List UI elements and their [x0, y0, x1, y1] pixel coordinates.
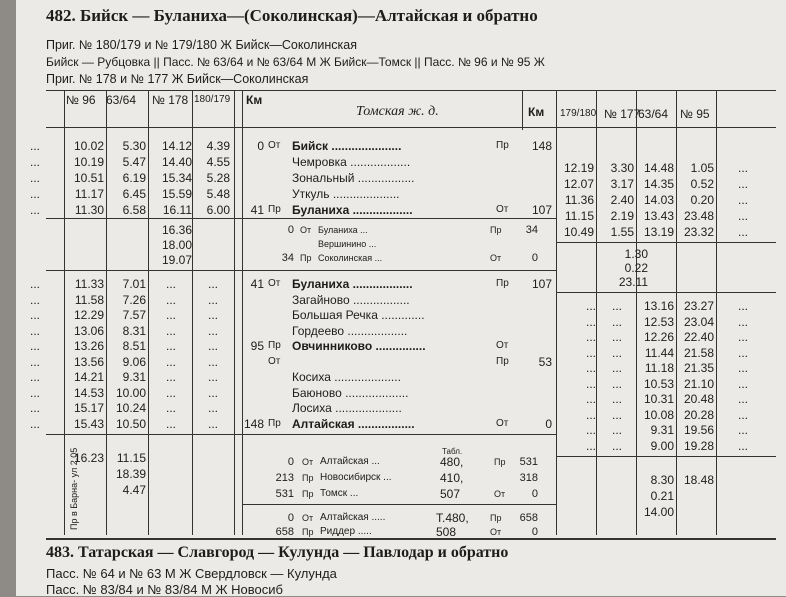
- column-rule: [234, 90, 235, 535]
- mark-left: Пр: [268, 340, 281, 351]
- ellipsis-177: ...: [612, 299, 623, 313]
- station-name: Уткуль ....................: [292, 187, 400, 201]
- km-right: 107: [531, 203, 552, 217]
- time-96: 12.29: [73, 308, 104, 322]
- ellipsis-180: ...: [208, 370, 219, 384]
- ellipsis-left: ...: [30, 370, 41, 384]
- ellipsis-left: ...: [30, 139, 41, 153]
- km-right: 148: [531, 139, 552, 153]
- time-96: 13.56: [73, 354, 104, 369]
- station-name-b4: Алтайская ...: [320, 456, 380, 467]
- time-96-b4: 16.23: [73, 451, 104, 465]
- ellipsis-right: ...: [738, 314, 749, 329]
- time-178-b2: 18.00: [161, 238, 192, 252]
- time-96: 10.51: [73, 171, 104, 185]
- time-177-b2: 23.11: [618, 275, 648, 289]
- station-name: Буланиха ..................: [292, 203, 413, 217]
- column-rule: [716, 90, 717, 535]
- section-483-line1: Пасс. № 64 и № 63 М Ж Свердловск — Кулунда: [46, 566, 337, 581]
- ellipsis-179: ...: [586, 299, 597, 313]
- row-rule: [556, 292, 776, 293]
- time-180179: 5.48: [206, 187, 230, 201]
- time-177-b2: 0.22: [624, 261, 648, 275]
- time-6364: 6.45: [122, 187, 146, 201]
- ellipsis-left: ...: [30, 171, 41, 185]
- mark-left-b2: Пр: [300, 253, 312, 263]
- column-rule: [522, 90, 523, 130]
- station-name: Баюново ...................: [292, 385, 409, 400]
- ellipsis-177: ...: [612, 330, 623, 344]
- time-96: 11.30: [74, 203, 104, 217]
- header-col-96: № 96: [66, 93, 96, 107]
- table-ref: 507: [440, 487, 461, 501]
- time-6364-r-b4: 0.21: [650, 489, 674, 503]
- time-177: 2.40: [610, 193, 634, 207]
- column-rule: [106, 90, 107, 535]
- ellipsis-right: ...: [738, 225, 749, 239]
- ellipsis-178: ...: [166, 401, 177, 415]
- km-left: 41: [250, 277, 264, 291]
- ellipsis-179: ...: [586, 314, 597, 329]
- ellipsis-left: ...: [30, 323, 41, 338]
- time-6364-r: 12.26: [643, 330, 674, 344]
- ellipsis-177: ...: [612, 407, 623, 422]
- time-96: 13.26: [73, 339, 104, 353]
- ellipsis-left: ...: [30, 385, 41, 400]
- row-rule: [46, 270, 556, 271]
- time-95: 23.48: [683, 209, 714, 223]
- mark-left-b5: Пр: [302, 527, 314, 537]
- header-km-right: Км: [528, 105, 545, 119]
- station-name-b4: Томск ...: [320, 488, 359, 499]
- station-name: Алтайская .................: [292, 416, 415, 431]
- time-95: 20.48: [683, 392, 714, 406]
- time-96: 14.21: [73, 370, 104, 384]
- section-483-line2: Пасс. № 83/84 и № 83/84 М Ж Новосиб: [46, 582, 283, 597]
- time-6364-r: 9.00: [650, 438, 674, 453]
- time-6364-r: 10.31: [643, 392, 674, 406]
- time-95: 0.52: [690, 177, 714, 191]
- ellipsis-177: ...: [612, 392, 623, 406]
- transfer-note: Пр в Барна- ул 2.05: [69, 447, 79, 530]
- ellipsis-178: ...: [166, 354, 177, 369]
- time-180179: 4.55: [206, 155, 230, 169]
- header-km-left: Км: [246, 93, 263, 107]
- ellipsis-178: ...: [166, 416, 177, 431]
- km-right-b2: 34: [525, 224, 538, 236]
- time-6364: 5.30: [122, 139, 146, 153]
- station-name: Косиха ....................: [292, 370, 401, 384]
- time-6364-r: 13.16: [643, 299, 674, 313]
- time-6364: 9.31: [122, 370, 146, 384]
- time-95: 21.58: [683, 345, 714, 360]
- mark-left-b4: Пр: [302, 489, 314, 499]
- time-6364: 6.58: [122, 203, 146, 217]
- column-rule: [242, 90, 243, 535]
- mark-left: От: [268, 355, 281, 367]
- mark-right: Пр: [496, 278, 509, 289]
- ellipsis-179: ...: [586, 423, 597, 437]
- mark-left-b2: От: [300, 225, 312, 235]
- time-95: 19.56: [683, 423, 714, 437]
- time-6364-r: 14.35: [643, 177, 674, 191]
- table-ref: 480,: [440, 455, 464, 469]
- station-name: Загайново .................: [292, 292, 410, 307]
- railway-name: Томская ж. д.: [356, 104, 439, 119]
- time-180179: 6.00: [206, 203, 230, 217]
- time-95: 20.28: [683, 407, 714, 422]
- time-95: 1.05: [690, 161, 714, 175]
- time-6364-r: 10.08: [643, 407, 674, 422]
- ellipsis-right: ...: [738, 161, 749, 175]
- ellipsis-left: ...: [30, 354, 41, 369]
- ellipsis-177: ...: [612, 345, 623, 360]
- ellipsis-left: ...: [30, 339, 41, 353]
- table-label: Табл.: [442, 447, 463, 456]
- time-178-b2: 16.36: [161, 223, 192, 237]
- km-left-b5: 0: [287, 512, 294, 524]
- section-482-line1: Приг. № 180/179 и № 179/180 Ж Бийск—Соколинская: [46, 38, 357, 52]
- km-right-b5: 658: [519, 512, 538, 524]
- ellipsis-179: ...: [586, 330, 597, 344]
- time-6364: 6.19: [122, 171, 146, 185]
- header-col-177: № 177: [604, 107, 641, 121]
- table-ref-b5: Т.480,: [436, 511, 469, 525]
- time-6364-r: 12.53: [643, 314, 674, 329]
- ellipsis-180: ...: [208, 339, 219, 353]
- time-178: 14.40: [161, 155, 192, 169]
- ellipsis-180: ...: [208, 292, 219, 307]
- time-95: 0.20: [690, 193, 714, 207]
- station-name: Зональный .................: [292, 171, 415, 185]
- ellipsis-left: ...: [30, 308, 41, 322]
- ellipsis-right: ...: [738, 392, 749, 406]
- station-name-b2: Соколинская ...: [318, 253, 383, 263]
- ellipsis-178: ...: [166, 370, 177, 384]
- station-name: Буланиха ..................: [292, 277, 413, 291]
- ellipsis-right: ...: [738, 177, 749, 191]
- row-rule: [556, 456, 776, 457]
- time-177: 1.55: [610, 225, 634, 239]
- time-95: 23.32: [683, 225, 714, 239]
- row-rule: [46, 434, 556, 435]
- timetable-page: [16, 0, 786, 596]
- station-name: Гордеево ..................: [292, 323, 408, 338]
- time-6364-r: 13.19: [643, 225, 674, 239]
- time-179180: 12.19: [563, 161, 594, 175]
- time-6364-b4: 4.47: [122, 483, 146, 497]
- time-177: 3.17: [610, 177, 634, 191]
- km-left-b4: 531: [275, 488, 294, 500]
- header-col-6364: 63/64: [106, 93, 137, 107]
- ellipsis-right: ...: [738, 423, 749, 437]
- header-col-179180: 179/180: [560, 108, 597, 119]
- row-rule: [46, 218, 556, 219]
- ellipsis-177: ...: [612, 314, 623, 329]
- time-177: 2.19: [610, 209, 634, 223]
- time-6364-r-b4: 14.00: [643, 505, 674, 519]
- km-right: 107: [531, 277, 552, 291]
- station-name: Бийск .....................: [292, 139, 402, 153]
- time-6364-r: 9.31: [650, 423, 674, 437]
- km-left-b2: 0: [287, 224, 294, 236]
- ellipsis-right: ...: [738, 193, 749, 207]
- time-178: 15.34: [161, 171, 192, 185]
- time-6364-b4: 11.15: [116, 451, 146, 465]
- column-rule: [556, 90, 557, 535]
- time-6364: 5.47: [122, 155, 146, 169]
- ellipsis-180: ...: [208, 401, 219, 415]
- time-6364-r: 11.44: [644, 345, 674, 360]
- time-6364-r-b4: 8.30: [650, 473, 674, 487]
- time-6364: 9.06: [122, 354, 146, 369]
- header-col-95: № 95: [680, 107, 710, 121]
- time-6364: 7.57: [122, 308, 146, 322]
- time-95: 23.27: [683, 299, 714, 313]
- ellipsis-left: ...: [30, 277, 41, 291]
- station-name: Чемровка ..................: [292, 155, 411, 169]
- table-ref: 410,: [440, 471, 464, 485]
- column-rule: [148, 90, 149, 535]
- time-6364-r: 11.18: [644, 361, 674, 375]
- ellipsis-179: ...: [586, 376, 597, 391]
- mark-right: От: [496, 417, 509, 429]
- time-95: 21.10: [683, 376, 714, 391]
- time-95: 22.40: [683, 330, 714, 344]
- time-96: 14.53: [73, 385, 104, 400]
- row-rule: [242, 504, 556, 505]
- ellipsis-177: ...: [612, 423, 623, 437]
- time-95: 21.35: [683, 361, 714, 375]
- ellipsis-right: ...: [738, 438, 749, 453]
- mark-left: Пр: [268, 204, 281, 215]
- ellipsis-right: ...: [738, 330, 749, 344]
- row-rule: [556, 242, 776, 243]
- time-6364-r: 13.43: [643, 209, 674, 223]
- time-6364-r: 10.53: [643, 376, 674, 391]
- time-178: 15.59: [161, 187, 192, 201]
- mark-right: От: [496, 204, 509, 215]
- mark-right-b5: От: [490, 527, 502, 537]
- time-95: 23.04: [683, 314, 714, 329]
- time-177-b2: 1.30: [624, 247, 648, 261]
- time-6364-r: 14.48: [643, 161, 674, 175]
- km-left-b4: 213: [275, 472, 294, 484]
- time-179180: 10.49: [563, 225, 594, 239]
- km-right-b5: 0: [531, 526, 538, 538]
- ellipsis-179: ...: [586, 345, 597, 360]
- mark-left: От: [268, 278, 281, 289]
- ellipsis-left: ...: [30, 203, 41, 217]
- time-6364: 10.24: [115, 401, 146, 415]
- km-left: 41: [250, 203, 264, 217]
- station-name: Лосиха ....................: [292, 401, 402, 415]
- mark-left-b4: От: [302, 457, 314, 467]
- mark-right: Пр: [496, 140, 509, 151]
- ellipsis-left: ...: [30, 187, 41, 201]
- mark-right: От: [496, 340, 509, 351]
- time-179180: 11.36: [564, 193, 594, 207]
- ellipsis-180: ...: [208, 308, 219, 322]
- station-name-b5: Риддер .....: [320, 526, 372, 537]
- mark-left: Пр: [268, 417, 281, 429]
- ellipsis-178: ...: [166, 339, 177, 353]
- time-95-b4: 18.48: [683, 473, 714, 487]
- ellipsis-right: ...: [738, 299, 749, 313]
- time-96: 11.17: [74, 187, 104, 201]
- table-ref-b5: 508: [436, 525, 457, 539]
- time-95: 19.28: [683, 438, 714, 453]
- time-178: 14.12: [161, 139, 192, 153]
- time-180179: 4.39: [206, 139, 230, 153]
- ellipsis-180: ...: [208, 323, 219, 338]
- column-rule: [596, 90, 597, 535]
- section-482-line2: Бийск — Рубцовка || Пасс. № 63/64 и № 63/64 М Ж Бийск—Томск || Пасс. № 96 и № 95 Ж: [46, 55, 545, 69]
- section-482-title: 482. Бийск — Буланиха—(Соколинская)—Алтайская и обратно: [46, 6, 538, 25]
- ellipsis-left: ...: [30, 401, 41, 415]
- time-178-b2: 19.07: [161, 253, 192, 267]
- km-right-b4: 318: [519, 472, 538, 484]
- km-right-b2: 0: [531, 252, 538, 264]
- ellipsis-180: ...: [208, 277, 219, 291]
- ellipsis-178: ...: [166, 323, 177, 338]
- time-6364: 7.26: [122, 292, 146, 307]
- ellipsis-178: ...: [166, 277, 177, 291]
- ellipsis-177: ...: [612, 376, 623, 391]
- ellipsis-left: ...: [30, 155, 41, 169]
- time-96: 13.06: [73, 323, 104, 338]
- time-178: 16.11: [162, 203, 192, 217]
- time-6364: 8.51: [122, 339, 146, 353]
- time-96: 11.33: [74, 277, 104, 291]
- ellipsis-179: ...: [586, 438, 597, 453]
- ellipsis-178: ...: [166, 292, 177, 307]
- station-name: Большая Речка .............: [292, 308, 425, 322]
- section-483-title: 483. Татарская — Славгород — Кулунда — Павлодар и обратно: [46, 544, 509, 561]
- time-180179: 5.28: [206, 171, 230, 185]
- ellipsis-right: ...: [738, 209, 749, 223]
- section-482-line3: Приг. № 178 и № 177 Ж Бийск—Соколинская: [46, 72, 309, 86]
- km-left: 0: [257, 139, 264, 153]
- ellipsis-177: ...: [612, 361, 623, 375]
- time-96: 11.58: [74, 292, 104, 307]
- time-179180: 12.07: [563, 177, 594, 191]
- ellipsis-right: ...: [738, 345, 749, 360]
- ellipsis-179: ...: [586, 407, 597, 422]
- ellipsis-178: ...: [166, 385, 177, 400]
- km-left: 148: [243, 416, 264, 431]
- header-col-178: № 178: [152, 93, 189, 107]
- ellipsis-left: ...: [30, 292, 41, 307]
- time-96: 15.17: [73, 401, 104, 415]
- ellipsis-179: ...: [586, 392, 597, 406]
- ellipsis-right: ...: [738, 376, 749, 391]
- time-179180: 11.15: [564, 209, 594, 223]
- station-name-b2: Вершинино ...: [318, 239, 377, 249]
- station-name-b2: Буланиха ...: [318, 225, 368, 235]
- mark-right-b5: Пр: [490, 513, 502, 523]
- time-6364: 10.50: [115, 416, 146, 431]
- ellipsis-180: ...: [208, 416, 219, 431]
- mark-right: Пр: [496, 355, 509, 367]
- header-col-6364-r: 63/64: [638, 107, 669, 121]
- station-name-b4: Новосибирск ...: [320, 472, 392, 483]
- time-6364-b4: 18.39: [115, 467, 146, 481]
- mark-left: От: [268, 140, 281, 151]
- time-6364: 7.01: [122, 277, 146, 291]
- ellipsis-180: ...: [208, 354, 219, 369]
- time-177: 3.30: [610, 161, 634, 175]
- mark-right-b2: Пр: [490, 225, 502, 235]
- mark-right-b2: От: [490, 253, 502, 263]
- time-96: 15.43: [73, 416, 104, 431]
- time-6364: 8.31: [122, 323, 146, 338]
- time-96: 10.02: [73, 139, 104, 153]
- km-left-b2: 34: [281, 252, 294, 264]
- mark-right-b4: От: [494, 489, 506, 499]
- station-name-b5: Алтайская .....: [320, 512, 386, 523]
- ellipsis-left: ...: [30, 416, 41, 431]
- mark-left-b5: От: [302, 513, 314, 523]
- ellipsis-right: ...: [738, 361, 749, 375]
- ellipsis-180: ...: [208, 385, 219, 400]
- mark-left-b4: Пр: [302, 473, 314, 483]
- station-name: Овчинниково ...............: [292, 339, 426, 353]
- ellipsis-right: ...: [738, 407, 749, 422]
- km-left-b4: 0: [287, 456, 294, 468]
- km-right-b4: 531: [519, 456, 538, 468]
- time-6364-r: 14.03: [643, 193, 674, 207]
- ellipsis-179: ...: [586, 361, 597, 375]
- time-6364: 10.00: [115, 385, 146, 400]
- km-left: 95: [250, 339, 264, 353]
- km-left-b5: 658: [275, 526, 294, 538]
- km-right-b4: 0: [531, 488, 538, 500]
- km-right: 53: [538, 354, 552, 369]
- ellipsis-178: ...: [166, 308, 177, 322]
- time-96: 10.19: [73, 155, 104, 169]
- mark-right-b4: Пр: [494, 457, 506, 467]
- km-right: 0: [545, 416, 552, 431]
- header-col-180179: 180/179: [194, 94, 231, 105]
- ellipsis-177: ...: [612, 438, 623, 453]
